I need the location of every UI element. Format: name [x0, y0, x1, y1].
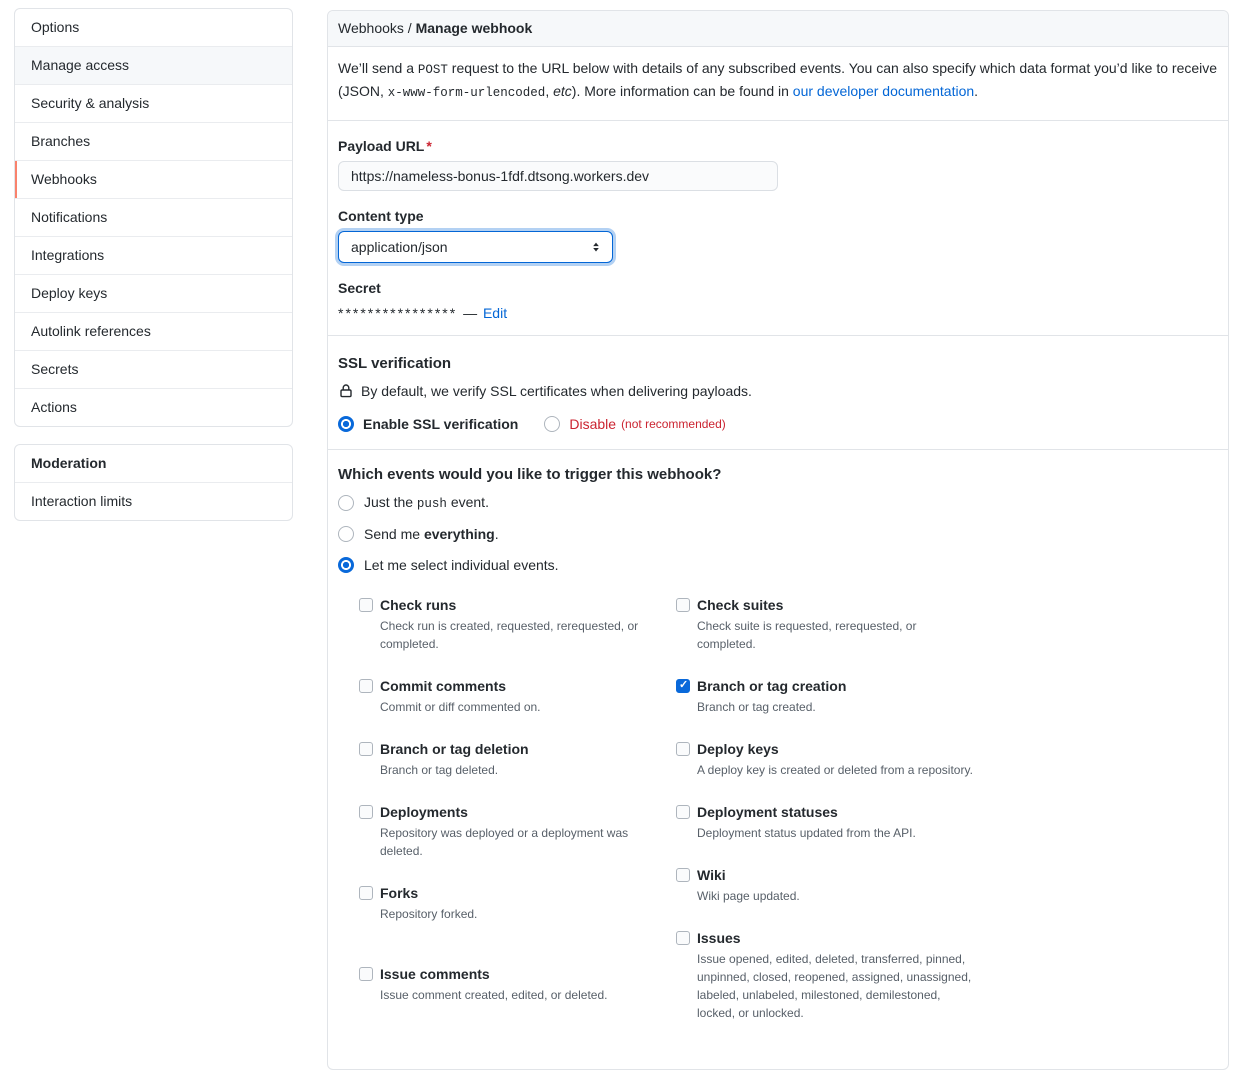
content-type-group — [338, 208, 1218, 263]
event-label[interactable]: Issue comments — [380, 966, 490, 982]
event-check-suites — [676, 595, 993, 653]
content-type-label: Content type — [338, 208, 424, 224]
event-description: Branch or tag created. — [697, 700, 816, 714]
page-title: Manage webhook — [415, 20, 533, 36]
content-type-selected-value: application/json — [351, 239, 448, 255]
ssl-disable-label: Disable — [569, 416, 617, 432]
commit-comments-checkbox[interactable] — [359, 679, 373, 693]
settings-sidebar — [14, 8, 293, 538]
event-description: Check run is created, requested, rerequested, or completed. — [380, 619, 639, 651]
event-commit-comments — [359, 676, 676, 716]
event-branch-tag-deletion — [359, 739, 676, 779]
event-issue-comments — [359, 964, 676, 1004]
sidebar-item-secrets[interactable]: Secrets — [15, 350, 292, 388]
event-description: Deployment status updated from the API. — [697, 826, 916, 840]
sidebar-item-deploy-keys[interactable]: Deploy keys — [15, 274, 292, 312]
secret-separator: — — [463, 305, 478, 321]
moderation-header: Moderation — [31, 455, 107, 471]
wiki-checkbox[interactable] — [676, 868, 690, 882]
event-description: Issue comment created, edited, or deleted. — [380, 988, 608, 1002]
event-label[interactable]: Commit comments — [380, 678, 507, 694]
everything-label — [364, 526, 499, 542]
event-description: Repository was deployed or a deployment was deleted. — [380, 826, 629, 858]
label-segment: Just the — [364, 494, 417, 510]
events-column-right — [676, 595, 993, 1045]
just-push-radio[interactable] — [338, 495, 354, 511]
ssl-disable-radio[interactable] — [544, 416, 560, 432]
label-segment: event. — [446, 494, 489, 510]
check-runs-checkbox[interactable] — [359, 598, 373, 612]
intro-text — [328, 47, 1228, 121]
intro-code-post: POST — [417, 63, 448, 77]
ssl-enable-label: Enable SSL verification — [363, 416, 519, 432]
issues-checkbox[interactable] — [676, 931, 690, 945]
secret-masked-value: **************** — [338, 305, 458, 321]
events-section — [328, 449, 1228, 1069]
sidebar-item-manage-access[interactable]: Manage access — [15, 46, 292, 84]
ssl-description-row — [338, 383, 1218, 399]
event-description: Wiki page updated. — [697, 889, 800, 903]
moderation-nav — [14, 444, 293, 521]
content-type-select[interactable] — [338, 231, 613, 263]
event-branch-tag-creation — [676, 676, 993, 716]
event-wiki — [676, 865, 993, 905]
event-label[interactable]: Branch or tag creation — [697, 678, 847, 694]
sidebar-item-options[interactable]: Options — [31, 19, 80, 35]
trigger-option-everything[interactable] — [338, 526, 1218, 542]
sidebar-item-autolink-references[interactable]: Autolink references — [15, 312, 292, 350]
event-issues — [676, 928, 993, 1022]
event-description: Repository forked. — [380, 907, 478, 921]
deployments-checkbox[interactable] — [359, 805, 373, 819]
intro-segment: , — [545, 83, 554, 99]
event-description: Commit or diff commented on. — [380, 700, 541, 714]
just-push-label — [364, 494, 489, 511]
event-label[interactable]: Deployment statuses — [697, 804, 838, 820]
trigger-option-just-push[interactable] — [338, 494, 1218, 511]
individual-events-radio[interactable] — [338, 557, 354, 573]
intro-segment: ). More information can be found in — [571, 83, 793, 99]
everything-radio[interactable] — [338, 526, 354, 542]
event-label[interactable]: Check suites — [697, 597, 784, 613]
intro-segment: . — [974, 83, 979, 99]
event-forks — [359, 883, 676, 923]
everything-emphasis: everything — [423, 526, 495, 542]
sidebar-item-webhooks[interactable]: Webhooks — [15, 160, 292, 198]
developer-documentation-link[interactable]: our developer documentation — [792, 83, 975, 99]
label-segment: . — [494, 526, 499, 542]
secret-value-row — [338, 305, 1218, 321]
forks-checkbox[interactable] — [359, 886, 373, 900]
sidebar-item-interaction-limits[interactable]: Interaction limits — [15, 482, 292, 520]
breadcrumb-separator: / — [403, 20, 416, 36]
push-code: push — [416, 497, 447, 511]
event-label[interactable]: Check runs — [380, 597, 457, 613]
branch-tag-creation-checkbox[interactable] — [676, 679, 690, 693]
branch-tag-deletion-checkbox[interactable] — [359, 742, 373, 756]
ssl-verification-section — [328, 335, 1228, 449]
payload-url-label — [338, 138, 1218, 154]
check-suites-checkbox[interactable] — [676, 598, 690, 612]
intro-segment: request to the URL below with details of any subscribed events. You can also specify which data format you’d like to receive (JSON, — [338, 60, 1218, 99]
events-heading: Which events would you like to trigger this webhook? — [338, 466, 722, 483]
deployment-statuses-checkbox[interactable] — [676, 805, 690, 819]
trigger-option-individual-events[interactable] — [338, 557, 1218, 573]
event-label[interactable]: Deploy keys — [697, 741, 779, 757]
event-label[interactable]: Issues — [697, 930, 741, 946]
event-label[interactable]: Branch or tag deletion — [380, 741, 529, 757]
event-description: Branch or tag deleted. — [380, 763, 499, 777]
ssl-disable-option[interactable] — [544, 416, 725, 432]
events-column-left — [359, 595, 676, 1045]
secret-group — [338, 280, 1218, 321]
event-label[interactable]: Wiki — [697, 867, 726, 883]
payload-url-input[interactable] — [338, 161, 778, 191]
sidebar-item-actions[interactable]: Actions — [15, 388, 292, 426]
ssl-heading: SSL verification — [338, 355, 452, 372]
sidebar-item-branches[interactable]: Branches — [15, 122, 292, 160]
sidebar-item-security-analysis[interactable]: Security & analysis — [15, 84, 292, 122]
event-label[interactable]: Deployments — [380, 804, 468, 820]
webhook-form — [328, 121, 1228, 335]
secret-label: Secret — [338, 280, 381, 296]
deploy-keys-checkbox[interactable] — [676, 742, 690, 756]
settings-nav — [14, 8, 293, 427]
ssl-disable-note: (not recommended) — [621, 417, 726, 431]
events-grid — [359, 595, 993, 1045]
individual-events-label: Let me select individual events. — [364, 557, 559, 573]
required-asterisk: * — [426, 138, 432, 154]
payload-url-group — [338, 138, 1218, 191]
event-description: Issue opened, edited, deleted, transferred, pinned, unpinned, closed, reopened, assigned, unassigned, labeled, unlabeled, milestoned, demilestoned, locked, or unlocked. — [697, 952, 972, 1020]
payload-url-label-text: Payload URL — [338, 138, 425, 154]
ssl-radio-row — [338, 416, 1218, 432]
event-description: Check suite is requested, rerequested, or completed. — [697, 619, 917, 651]
event-description: A deploy key is created or deleted from a repository. — [697, 763, 973, 777]
issue-comments-checkbox[interactable] — [359, 967, 373, 981]
event-deploy-keys — [676, 739, 993, 779]
ssl-description: By default, we verify SSL certificates when delivering payloads. — [361, 383, 752, 399]
secret-edit-link[interactable]: Edit — [482, 305, 508, 321]
event-check-runs — [359, 595, 676, 653]
breadcrumb-webhooks-link[interactable]: Webhooks — [338, 20, 404, 36]
ssl-enable-radio[interactable] — [338, 416, 354, 432]
event-label[interactable]: Forks — [380, 885, 419, 901]
label-segment: Send me — [364, 526, 424, 542]
sidebar-item-notifications[interactable]: Notifications — [15, 198, 292, 236]
breadcrumb — [328, 11, 1228, 47]
lock-icon — [338, 383, 354, 399]
select-updown-icon — [589, 240, 603, 254]
ssl-enable-option[interactable] — [338, 416, 518, 432]
sidebar-item-integrations[interactable]: Integrations — [15, 236, 292, 274]
webhook-panel — [327, 10, 1229, 1070]
event-deployment-statuses — [676, 802, 993, 842]
intro-etc: etc — [553, 83, 572, 99]
intro-segment: We’ll send a — [338, 60, 418, 76]
main-content — [327, 8, 1229, 1070]
event-deployments — [359, 802, 676, 860]
intro-code-urlencoded: x-www-form-urlencoded — [387, 86, 546, 100]
